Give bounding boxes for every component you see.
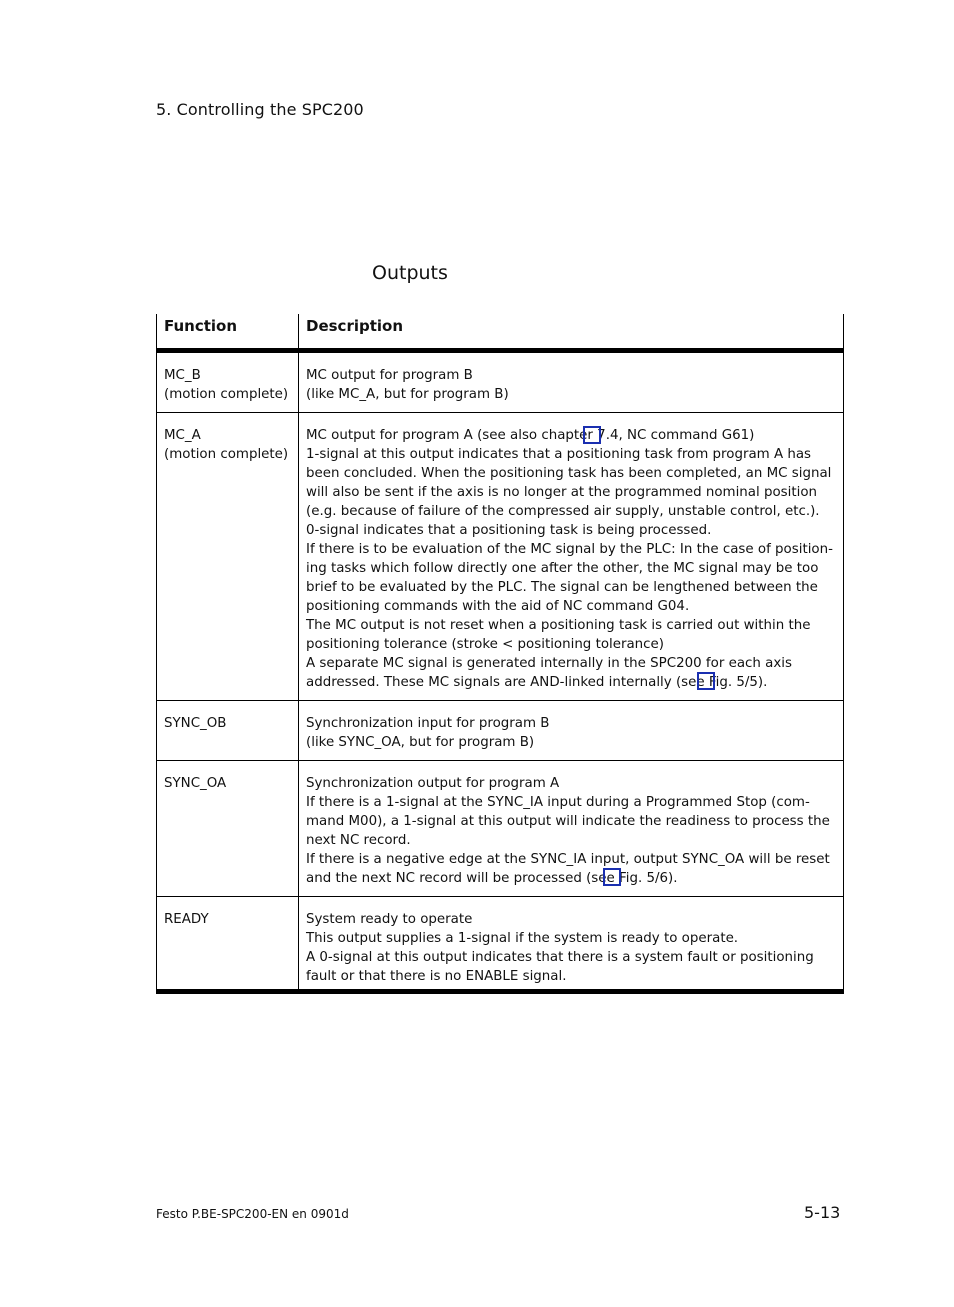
table-row xyxy=(157,897,844,992)
outputs-table xyxy=(156,314,844,994)
chapter-heading: 5. Controlling the SPC200 xyxy=(156,100,364,119)
description-line: System ready to operate xyxy=(306,912,473,927)
description-line: A 0-signal at this output indicates that there is a system fault or positioning xyxy=(306,950,814,965)
description-line: mand M00), a 1-signal at this output will indicate the readiness to process the xyxy=(306,814,830,829)
page-number: 5-13 xyxy=(804,1203,841,1222)
description-line: MC output for program B xyxy=(306,368,473,383)
description-line: If there is a 1-signal at the SYNC_IA input during a Programmed Stop (com- xyxy=(306,795,810,810)
description-line: (like MC_A, but for program B) xyxy=(306,387,509,402)
fig-5-6-link[interactable] xyxy=(603,868,621,886)
footer-document-id: Festo P.BE-SPC200-EN en 0901d xyxy=(156,1207,349,1221)
function-cell xyxy=(157,413,299,701)
function-name: SYNC_OA xyxy=(164,776,227,791)
description-line: next NC record. xyxy=(306,833,411,848)
description-line: (like SYNC_OA, but for program B) xyxy=(306,735,535,750)
description-cell xyxy=(299,413,844,701)
description-line: A separate MC signal is generated internally in the SPC200 for each axis xyxy=(306,656,792,671)
description-cell xyxy=(299,761,844,897)
function-cell xyxy=(157,701,299,761)
description-line: been concluded. When the positioning task has been completed, an MC signal xyxy=(306,466,832,481)
chapter-7-4-link[interactable] xyxy=(583,426,601,444)
description-line: The MC output is not reset when a positioning task is carried out within the xyxy=(306,618,811,633)
function-note: (motion complete) xyxy=(164,447,289,462)
description-cell xyxy=(299,351,844,413)
description-line: Synchronization input for program B xyxy=(306,716,550,731)
description-line: and the next NC record will be processed (see Fig. 5/6). xyxy=(306,871,678,886)
table-row xyxy=(157,351,844,413)
description-line: addressed. These MC signals are AND-linked internally (see Fig. 5/5). xyxy=(306,675,768,690)
description-line: positioning commands with the aid of NC command G04. xyxy=(306,599,690,614)
function-name: MC_A xyxy=(164,428,201,443)
description-line: (e.g. because of failure of the compressed air supply, unstable control, etc.). xyxy=(306,504,820,519)
description-line: MC output for program A (see also chapter 7.4, NC command G61) xyxy=(306,428,755,443)
table-row xyxy=(157,701,844,761)
description-line: 1-signal at this output indicates that a positioning task from program A has xyxy=(306,447,812,462)
function-name: SYNC_OB xyxy=(164,716,227,731)
description-line: If there is to be evaluation of the MC signal by the PLC: In the case of position- xyxy=(306,542,833,557)
description-line: This output supplies a 1-signal if the system is ready to operate. xyxy=(306,931,739,946)
function-cell xyxy=(157,897,299,992)
description-line: If there is a negative edge at the SYNC_IA input, output SYNC_OA will be reset xyxy=(306,852,830,867)
description-line: Synchronization output for program A xyxy=(306,776,560,791)
description-cell xyxy=(299,897,844,992)
table-header-row xyxy=(157,314,844,351)
function-name: READY xyxy=(164,912,209,927)
description-line: ing tasks which follow directly one after the other, the MC signal may be too xyxy=(306,561,819,576)
function-name: MC_B xyxy=(164,368,201,383)
description-line: fault or that there is no ENABLE signal. xyxy=(306,969,567,984)
function-cell xyxy=(157,761,299,897)
description-line: positioning tolerance (stroke < positioning tolerance) xyxy=(306,637,664,652)
table-row xyxy=(157,761,844,897)
section-title: Outputs xyxy=(372,262,448,284)
description-line: will also be sent if the axis is no longer at the programmed nominal position xyxy=(306,485,818,500)
function-note: (motion complete) xyxy=(164,387,289,402)
description-cell xyxy=(299,701,844,761)
column-header-function: Function xyxy=(157,314,299,351)
function-cell xyxy=(157,351,299,413)
table-row xyxy=(157,413,844,701)
description-line: brief to be evaluated by the PLC. The signal can be lengthened between the xyxy=(306,580,818,595)
fig-5-5-link[interactable] xyxy=(697,672,715,690)
description-line: 0-signal indicates that a positioning task is being processed. xyxy=(306,523,712,538)
column-header-description: Description xyxy=(299,314,844,351)
